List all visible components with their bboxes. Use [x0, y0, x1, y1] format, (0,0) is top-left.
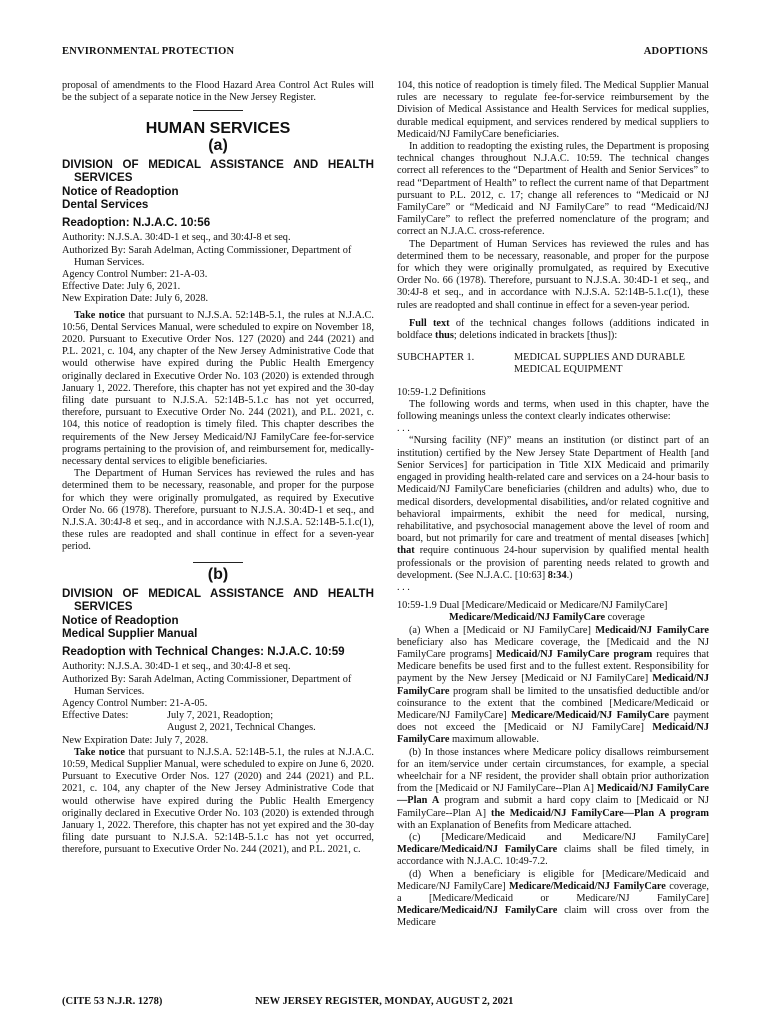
definitions-heading: 10:59-1.2 Definitions	[397, 386, 486, 398]
running-header-left: ENVIRONMENTAL PROTECTION	[62, 46, 235, 57]
technical-changes-paragraph: In addition to readopting the existing rules, the Department is proposing technical changes throughout N.J.A.C. 10:59. The technical changes correct all references to the “Department of Health and Senior Services” to read “Department of Health” to reflect the current name of that Department pursuant to P.L. 2012, c. 17; change all references to “Medicaid or NJ FamilyCare” or “Medicaid and NJ FamilyCare” to read “Medicaid/NJ FamilyCare” to reflect the preferred nomenclature of the program; and correct an N.J.A.C. cross-reference.	[397, 141, 709, 238]
notice-a-take-notice	[62, 310, 374, 469]
take-notice-lead: Take notice	[74, 746, 125, 758]
take-notice-body: that pursuant to N.J.S.A. 52:14B-5.1, the rules at N.J.A.C. 10:59, Medical Supplier Manual, were scheduled to expire on June 6, 2020. Pursuant to Executive Order Nos. 127 (2020) and 244 (2021) and P.L. 2021, c. 104, any chapter of the New Jersey Administrative Code that would otherwise have expired during the Public Health Emergency originally declared in Executive Order No. 103 (2020) is extended through January 1, 2022. Therefore, this chapter has not yet expired and the 30-day filing date pursuant to N.J.S.A. 52:14B-5.1.c has not yet occurred, therefore, pursuant to Executive Order No. 244 (2021), and P.L. 2021, c.	[62, 746, 374, 856]
paragraph-a: (a) When a [Medicaid or NJ FamilyCare] Medicaid/NJ FamilyCare beneficiary also has Medicare coverage, the [Medicaid and the NJ FamilyCare programs] Medicaid/NJ FamilyCare program requires that Medicare benefits be used first and to the fullest extent. Responsibility for payment by the New Jersey [Medicaid or NJ FamilyCare] Medicaid/NJ FamilyCare program shall be limited to the unsatisfied deductible and/or coinsurance to the extent that the combined [Medicare/Medicaid or Medicare/NJ FamilyCare] Medicare/Medicaid/NJ FamilyCare payment does not exceed the [Medicaid or NJ FamilyCare] Medicaid/NJ FamilyCare maximum allowable.	[397, 624, 710, 746]
ellipsis: . . .	[397, 581, 410, 593]
take-notice-lead: Take notice	[74, 309, 125, 321]
ellipsis: . . .	[397, 423, 410, 435]
expiration-value: July 7, 2028.	[154, 734, 209, 746]
notice-b-authorized: Authorized By: Sarah Adelman, Acting Commissioner, Department of Human Services.	[62, 673, 352, 697]
section-title: HUMAN SERVICES	[145, 120, 291, 138]
left-column	[62, 80, 374, 857]
notice-a-agency: Agency Control Number: 21-A-03.	[62, 268, 208, 280]
notice-a-expiration: New Expiration Date: July 6, 2028.	[62, 293, 209, 305]
paragraph-b: (b) In those instances where Medicare policy disallows reimbursement for an item/service under certain circumstances, for example, a special wheelchair for a NF resident, the provider shall obtain prior authorization from the [Medicaid or NJ FamilyCare--Plan A] Medicaid/NJ FamilyCare—Plan A program and submit a hard copy claim to [Medicaid or NJ FamilyCare--Plan A] the Medicaid/NJ FamilyCare—Plan A program with an Explanation of Benefits from Medicare attached.	[397, 746, 710, 831]
review-paragraph: The Department of Human Services has reviewed the rules and has determined them to be necessary, reasonable, and proper for the purpose for which they were originally promulgated, as required by Executive Order No. 66 (1978). Therefore, pursuant to N.J.S.A. 30:4D-1 et seq., and 30:4J-8 et seq., and in accordance with N.J.S.A. 52:14B-5.1.c(1), these rules are readopted and shall continue in effect for a seven-year period.	[397, 238, 709, 311]
take-notice-body: that pursuant to N.J.S.A. 52:14B-5.1, the rules at N.J.A.C. 10:56, Dental Services Manual, were scheduled to expire on November 18, 2020. Pursuant to Executive Order Nos. 127 (2020) and 244 (2021) and P.L. 2021, c. 104, any chapter of the New Jersey Administrative Code that would otherwise have expired during the Public Health Emergency originally declared in Executive Order No. 103 (2020) is extended through January 1, 2022. Therefore, this chapter has not yet expired and the 30-day filing date pursuant to N.J.S.A. 52:14B-5.1.c has not yet occurred, therefore, pursuant to Executive Order No. 244 (2021), and P.L. 2021, c. 104, this notice of readoption is timely filed. This chapter describes the requirements of the New Jersey Medicaid/NJ FamilyCare fee-for-service programs pertaining to the provision of, and reimbursement for, medically-necessary dental services to eligible beneficiaries.	[62, 309, 374, 467]
notice-a-type: Notice of Readoption	[62, 184, 179, 198]
full-text-note: Full text of the technical changes follows (additions indicated in boldface thus; deletions indicated in brackets [thus]):	[397, 317, 709, 342]
notice-a-authorized: Authorized By: Sarah Adelman, Acting Commissioner, Department of Human Services.	[62, 244, 352, 268]
running-header-right: ADOPTIONS	[643, 46, 708, 57]
notice-a-readoption: Readoption: N.J.A.C. 10:56	[62, 215, 211, 229]
definitions-intro: The following words and terms, when used in this chapter, have the following meanings unless the context clearly indicates otherwise:	[397, 398, 709, 423]
continued-paragraph: 104, this notice of readoption is timely filed. The Medical Supplier Manual rules are necessary to regulate fee-for-service reimbursement by the Division of Medical Assistance and Health Services for medical supplies, durable medical equipment, and services rendered by medical suppliers to Medicaid/NJ FamilyCare beneficiaries.	[397, 80, 709, 140]
notice-b-readoption: Readoption with Technical Changes: N.J.A.C. 10:59	[62, 644, 345, 658]
dual-coverage-heading: 10:59-1.9 Dual [Medicare/Medicaid or Medicare/NJ FamilyCare]	[397, 600, 668, 612]
notice-b-effective	[62, 710, 374, 722]
right-column	[397, 80, 709, 930]
notice-a-effective: Effective Date: July 6, 2021.	[62, 281, 181, 293]
notice-a-subject: Dental Services	[62, 198, 149, 212]
notice-b-effective-2	[62, 722, 374, 734]
subchapter-title: MEDICAL SUPPLIES AND DURABLE MEDICAL EQUIPMENT	[514, 352, 685, 376]
nursing-facility-definition: “Nursing facility (NF)” means an institution (or distinct part of an institution) certified by the New Jersey State Department of Health [and Senior Services] for participation in Title XIX Medicaid and primarily engaged in providing health-related care and services on a 24-hour basis to Medicaid/NJ FamilyCare beneficiaries (children and adults) who, due to medical disorders, developmental disabilities, and/or related cognitive and behavioral impairments, exhibit the need for medical, nursing, rehabilitative, and psychosocial management above the level of room and board, but not primarily for care and treatment of mental diseases [which] that require continuous 24-hour supervision by qualified mental health professionals or the provision of parenting needs related to growth and development. (See N.J.A.C. [10:63] 8:34.)	[397, 435, 710, 581]
notice-b-expiration	[62, 735, 374, 747]
paragraph-d: (d) When a beneficiary is eligible for [Medicare/Medicaid and Medicare/NJ FamilyCare] Medicare/Medicaid/NJ FamilyCare coverage, a [Medicare/Medicaid or Medicare/NJ FamilyCare] Medicare/Medicaid/NJ FamilyCare claim will cross over from the Medicare	[397, 868, 709, 929]
paragraph-c: (c) [Medicare/Medicaid and Medicare/NJ FamilyCare] Medicare/Medicaid/NJ FamilyCare claims shall be filed timely, in accordance with N.J.A.C. 10:49-7.2.	[397, 831, 709, 868]
notice-b-letter: (b)	[207, 565, 229, 583]
notice-b-division: DIVISION OF MEDICAL ASSISTANCE AND HEALTH SERVICES	[62, 586, 374, 614]
subchapter-heading	[397, 352, 709, 376]
notice-b-agency: Agency Control Number: 21-A-05.	[62, 697, 208, 709]
notice-b-type: Notice of Readoption	[62, 613, 179, 627]
effective-label: Effective Dates:	[62, 710, 129, 722]
dual-coverage-heading-2: Medicare/Medicaid/NJ FamilyCare coverage	[449, 612, 645, 624]
section-divider	[193, 110, 243, 111]
effective-technical: August 2, 2021, Technical Changes.	[167, 722, 316, 734]
section-divider	[193, 562, 243, 563]
notice-b-subject: Medical Supplier Manual	[62, 627, 198, 641]
notice-a-review: The Department of Human Services has reviewed the rules and has determined them to be necessary, reasonable, and proper for the purpose for which they were originally promulgated, as required by Executive Order No. 66 (1978). Therefore, pursuant to N.J.S.A. 30:4D-1 et seq., and N.J.S.A. 30:4J-8 et seq., and in accordance with N.J.S.A. 52:14B-5.1.c(1), these rules are readopted and shall continue in effect for a seven-year period.	[62, 468, 374, 553]
footer-citation: (CITE 53 N.J.R. 1278)	[62, 996, 163, 1007]
notice-a-division: DIVISION OF MEDICAL ASSISTANCE AND HEALTH SERVICES	[62, 157, 374, 185]
effective-readoption: July 7, 2021, Readoption;	[167, 710, 274, 722]
notice-b-authority: Authority: N.J.S.A. 30:4D-1 et seq., and 30:4J-8 et seq.	[62, 661, 291, 673]
notice-a-letter: (a)	[208, 136, 228, 154]
intro-paragraph: proposal of amendments to the Flood Hazard Area Control Act Rules will be the subject of a separate notice in the New Jersey Register.	[62, 80, 374, 104]
expiration-label: New Expiration Date:	[62, 734, 153, 746]
footer-register: NEW JERSEY REGISTER, MONDAY, AUGUST 2, 2021	[255, 996, 514, 1007]
notice-a-authority: Authority: N.J.S.A. 30:4D-1 et seq., and 30:4J-8 et seq.	[62, 232, 291, 244]
subchapter-number: SUBCHAPTER 1.	[397, 352, 475, 364]
notice-b-take-notice	[62, 747, 374, 857]
